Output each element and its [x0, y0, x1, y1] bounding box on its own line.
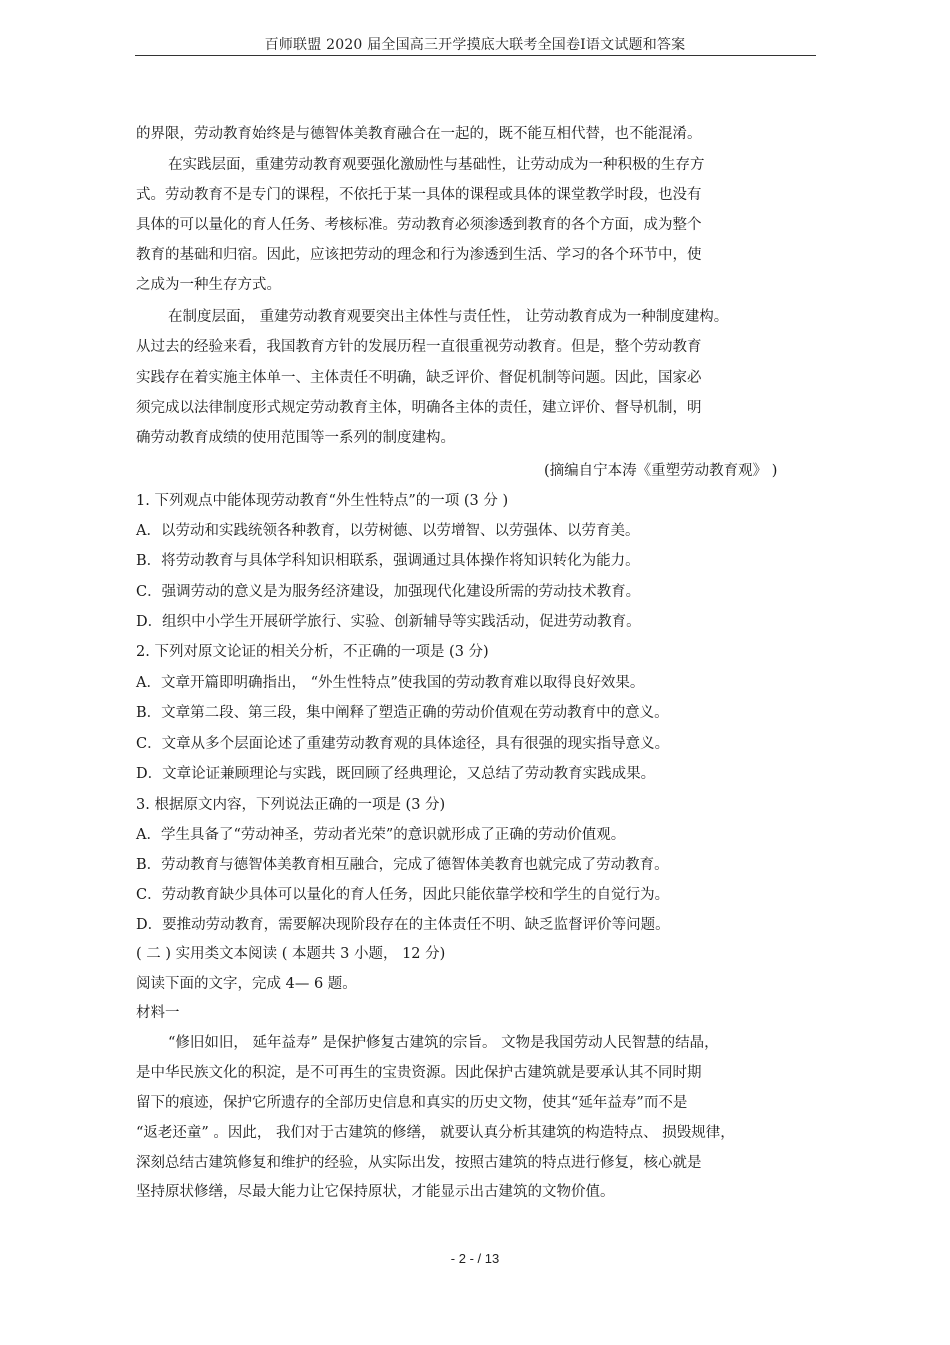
paragraph-line: “返老还童” 。因此， 我们对于古建筑的修缮， 就要认真分析其建筑的构造特点、 损毁规律， — [136, 1125, 735, 1141]
page-number: - 2 - / 13 — [450, 1251, 500, 1266]
paragraph-line: 从过去的经验来看，我国教育方针的发展历程一直很重视劳动教育。但是，整个劳动教育 — [136, 339, 702, 355]
paragraph-line: 确劳动教育成绩的使用范围等一系列的制度建构。 — [136, 430, 455, 446]
question-3-option-c: C．劳动教育缺少具体可以量化的育人任务，因此只能依靠学校和学生的自觉行为。 — [136, 887, 670, 903]
question-2-option-d: D．文章论证兼顾理论与实践，既回顾了经典理论，又总结了劳动教育实践成果。 — [136, 766, 656, 782]
page-header-title: 百师联盟 2020 届全国高三开学摸底大联考全国卷Ⅰ语文试题和答案 — [264, 37, 686, 53]
instruction-line: 阅读下面的文字，完成 4— 6 题。 — [136, 976, 357, 992]
paragraph-line: 留下的痕迹，保护它所遗存的全部历史信息和真实的历史文物，使其“延年益寿”而不是 — [136, 1095, 688, 1111]
paragraph-line: 坚持原状修缮，尽最大能力让它保持原状，才能显示出古建筑的文物价值。 — [136, 1184, 615, 1200]
question-1-option-b: B．将劳动教育与具体学科知识相联系，强调通过具体操作将知识转化为能力。 — [136, 553, 640, 569]
question-1-option-a: A．以劳动和实践统领各种教育，以劳树德、以劳增智、以劳强体、以劳育美。 — [136, 523, 640, 539]
paragraph-line: 在制度层面， 重建劳动教育观要突出主体性与责任性， 让劳动教育成为一种制度建构。 — [168, 309, 729, 325]
question-3-option-d: D．要推动劳动教育，需要解决现阶段存在的主体责任不明、缺乏监督评价等问题。 — [136, 917, 670, 933]
paragraph-line: 实践存在着实施主体单一、主体责任不明确，缺乏评价、督促机制等问题。因此，国家必 — [136, 370, 702, 386]
question-1-option-c: C．强调劳动的意义是为服务经济建设，加强现代化建设所需的劳动技术教育。 — [136, 584, 641, 600]
paragraph-line: 是中华民族文化的积淀，是不可再生的宝贵资源。因此保护古建筑就是要承认其不同时期 — [136, 1065, 702, 1081]
paragraph-line: 式。劳动教育不是专门的课程，不依托于某一具体的课程或具体的课堂教学时段，也没有 — [136, 187, 702, 203]
paragraph-line: 教育的基础和归宿。因此，应该把劳动的理念和行为渗透到生活、学习的各个环节中，使 — [136, 247, 702, 263]
question-2-option-b: B．文章第二段、第三段，集中阐释了塑造正确的劳动价值观在劳动教育中的意义。 — [136, 705, 669, 721]
paragraph-line: 须完成以法律制度形式规定劳动教育主体，明确各主体的责任，建立评价、督导机制，明 — [136, 400, 702, 416]
question-2-option-c: C．文章从多个层面论述了重建劳动教育观的具体途径，具有很强的现实指导意义。 — [136, 736, 670, 752]
question-3-option-a: A．学生具备了“劳动神圣，劳动者光荣”的意识就形成了正确的劳动价值观。 — [136, 827, 626, 843]
paragraph-line: 的界限，劳动教育始终是与德智体美教育融合在一起的，既不能互相代替，也不能混淆。 — [136, 126, 702, 142]
question-2-option-a: A．文章开篇即明确指出， “外生性特点”使我国的劳动教育难以取得良好效果。 — [136, 675, 645, 691]
paragraph-line: 具体的可以量化的育人任务、考核标准。劳动教育必须渗透到教育的各个方面，成为整个 — [136, 217, 702, 233]
material-label: 材料一 — [136, 1005, 180, 1021]
question-3-option-b: B．劳动教育与德智体美教育相互融合，完成了德智体美教育也就完成了劳动教育。 — [136, 857, 669, 873]
question-2-stem: 2. 下列对原文论证的相关分析，不正确的一项是 (3 分) — [136, 644, 489, 660]
question-1-option-d: D．组织中小学生开展研学旅行、实验、创新辅导等实践活动，促进劳动教育。 — [136, 614, 641, 630]
question-3-stem: 3. 根据原文内容，下列说法正确的一项是 (3 分) — [136, 797, 446, 813]
paragraph-line: 深刻总结古建筑修复和维护的经验，从实际出发，按照古建筑的特点进行修复，核心就是 — [136, 1155, 702, 1171]
paragraph-line: 在实践层面，重建劳动教育观要强化激励性与基础性，让劳动成为一种积极的生存方 — [168, 157, 705, 173]
section-heading: ( 二 ) 实用类文本阅读 ( 本题共 3 小题， 12 分) — [136, 946, 446, 962]
header-divider — [135, 55, 816, 56]
source-citation: (摘编自宁本涛《重塑劳动教育观》 ) — [544, 463, 778, 479]
question-1-stem: 1. 下列观点中能体现劳动教育“外生性特点”的一项 (3 分 ) — [136, 493, 509, 509]
paragraph-line: “修旧如旧， 延年益寿” 是保护修复古建筑的宗旨。 文物是我国劳动人民智慧的结晶， — [168, 1035, 719, 1051]
paragraph-line: 之成为一种生存方式。 — [136, 277, 281, 293]
